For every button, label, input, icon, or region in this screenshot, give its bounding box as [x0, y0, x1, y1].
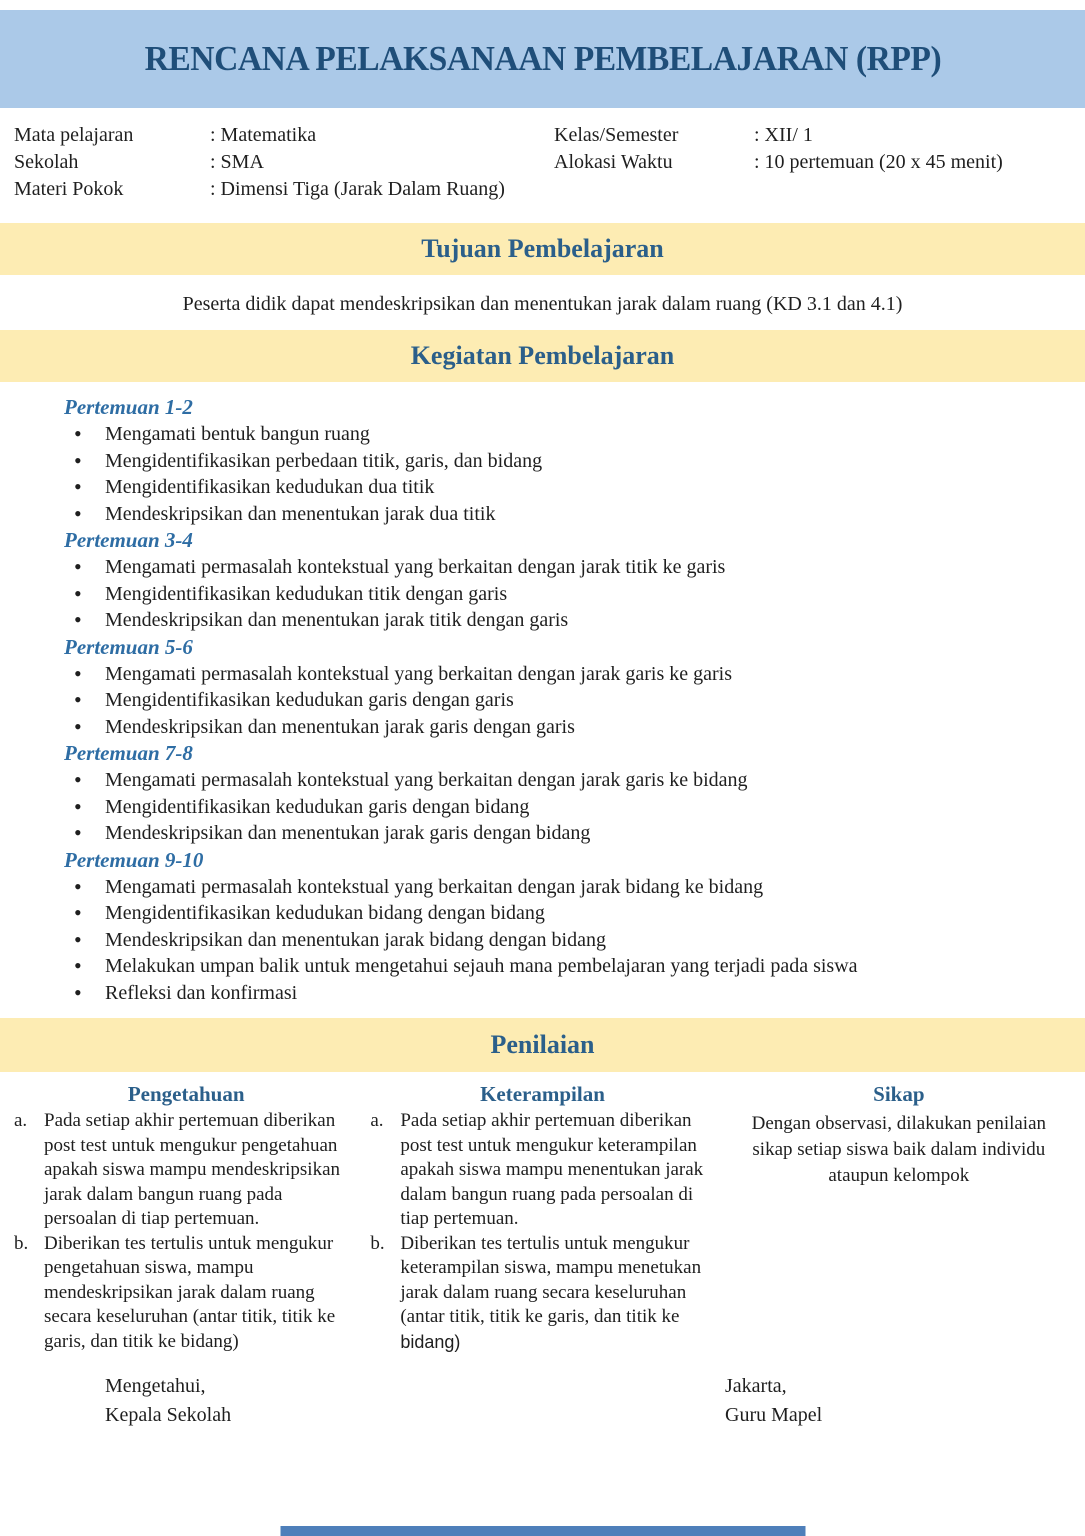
section-banner-penilaian [0, 1018, 1085, 1072]
meta-value: : 10 pertemuan (20 x 45 menit) [754, 151, 1003, 173]
penilaian-column-title: Keterampilan [480, 1082, 605, 1106]
meta-right-column [554, 122, 1071, 203]
meta-label: Sekolah [14, 151, 79, 173]
bottom-decoration-bar [280, 1526, 805, 1536]
signature-left-line1: Mengetahui, [105, 1375, 206, 1397]
activity-item: • Mengidentifikasikan kedudukan garis dengan bidang [64, 794, 1045, 821]
meta-value: : XII/ 1 [754, 124, 813, 146]
section-banner-kegiatan [0, 330, 1085, 382]
activity-item: • Mengamati permasalah kontekstual yang berkaitan dengan jarak garis ke bidang [64, 767, 1045, 794]
meeting-title: Pertemuan 3-4 [64, 528, 193, 552]
meta-row-materi-pokok [14, 176, 554, 203]
activity-item: • Mengamati bentuk bangun ruang [64, 421, 1045, 448]
penilaian-column-title: Pengetahuan [127, 1082, 245, 1106]
activity-item: • Mengidentifikasikan kedudukan bidang dengan bidang [64, 900, 1045, 927]
penilaian-paragraph: Dengan observasi, dilakukan penilaian sikap setiap siswa baik dalam individu ataupun kelompok [751, 1113, 1047, 1186]
activity-item: • Refleksi dan konfirmasi [64, 980, 1045, 1007]
section-banner-tujuan [0, 223, 1085, 275]
signature-left [105, 1372, 231, 1430]
meta-row-sekolah [14, 149, 554, 176]
tujuan-paragraph: Peserta didik dapat mendeskripsikan dan menentukan jarak dalam ruang (KD 3.1 dan 4.1) [182, 293, 903, 315]
penilaian-list-item [14, 1232, 358, 1355]
activity-item: • Melakukan umpan balik untuk mengetahui sejauh mana pembelajaran yang terjadi pada siswa [64, 953, 1045, 980]
signature-right-line2: Guru Mapel [725, 1404, 823, 1426]
penilaian-list-item [370, 1232, 714, 1356]
meta-left-column [14, 122, 554, 203]
meta-label: Materi Pokok [14, 178, 124, 200]
signature-right [725, 1372, 822, 1430]
activity-item: • Mengamati permasalah kontekstual yang berkaitan dengan jarak garis ke garis [64, 661, 1045, 688]
signature-right-line1: Jakarta, [725, 1375, 787, 1397]
meta-label: Mata pelajaran [14, 124, 134, 146]
activity-item: • Mendeskripsikan dan menentukan jarak garis dengan garis [64, 714, 1045, 741]
meta-label: Kelas/Semester [554, 124, 679, 146]
activity-item: • Mendeskripsikan dan menentukan jarak titik dengan garis [64, 607, 1045, 634]
activity-item: • Mendeskripsikan dan menentukan jarak dua titik [64, 501, 1045, 528]
meta-row-mata-pelajaran [14, 122, 554, 149]
section-heading-tujuan: Tujuan Pembelajaran [421, 234, 664, 263]
signature-left-line2: Kepala Sekolah [105, 1404, 232, 1426]
meta-row-kelas-semester [554, 122, 1071, 149]
document-title-banner [0, 10, 1085, 108]
meeting-activity-list [64, 554, 1045, 634]
activity-item: • Mendeskripsikan dan menentukan jarak garis dengan bidang [64, 820, 1045, 847]
activity-item: • Mendeskripsikan dan menentukan jarak bidang dengan bidang [64, 927, 1045, 954]
meeting-activity-list [64, 767, 1045, 847]
page-title: RENCANA PELAKSANAAN PEMBELAJARAN (RPP) [144, 39, 941, 78]
meeting-title: Pertemuan 1-2 [64, 395, 193, 419]
penilaian-item-text: Pada setiap akhir pertemuan diberikan post test untuk mengukur keterampilan apakah siswa mampu menentukan jarak dalam bangun ruang pada persoalan di tiap pertemuan. [400, 1110, 704, 1229]
meta-value: : Matematika [210, 124, 317, 146]
meeting-activity-list [64, 874, 1045, 1007]
meta-value: : Dimensi Tiga (Jarak Dalam Ruang) [210, 178, 505, 200]
meta-value: : SMA [210, 151, 264, 173]
activity-item: • Mengidentifikasikan kedudukan dua titik [64, 474, 1045, 501]
meeting-activity-list [64, 421, 1045, 527]
meeting-title: Pertemuan 7-8 [64, 741, 193, 765]
list-marker: b. [370, 1232, 385, 1254]
meeting-title: Pertemuan 5-6 [64, 634, 193, 659]
list-marker: a. [14, 1110, 28, 1131]
meta-row-alokasi-waktu [554, 149, 1071, 176]
meeting-title: Pertemuan 9-10 [64, 847, 204, 872]
penilaian-columns [0, 1072, 1085, 1355]
penilaian-item-text: Diberikan tes tertulis untuk mengukur keterampilan siswa, mampu menetukan jarak dalam ruang secara keseluruhan (antar titik, titik ke garis, dan titik ke bidang) [400, 1232, 702, 1352]
activity-item: • Mengidentifikasikan kedudukan titik dengan garis [64, 581, 1045, 608]
activity-item: • Mengamati permasalah kontekstual yang berkaitan dengan jarak bidang ke bidang [64, 874, 1045, 901]
penilaian-list-item [370, 1109, 714, 1232]
activity-item: • Mengidentifikasikan perbedaan titik, garis, dan bidang [64, 448, 1045, 475]
kegiatan-meetings [0, 382, 1085, 1006]
penilaian-item-text: Pada setiap akhir pertemuan diberikan post test untuk mengukur pengetahuan apakah siswa mampu mendeskripsikan jarak dalam bangun ruang pada persoalan di tiap pertemuan. [44, 1110, 341, 1229]
list-marker: b. [14, 1232, 29, 1254]
penilaian-column-keterampilan [370, 1082, 714, 1355]
section-heading-kegiatan: Kegiatan Pembelajaran [410, 341, 675, 370]
section-heading-penilaian: Penilaian [490, 1030, 595, 1059]
penilaian-column-sikap [727, 1082, 1071, 1355]
activity-item: • Mengamati permasalah kontekstual yang berkaitan dengan jarak titik ke garis [64, 554, 1045, 581]
meeting-activity-list [64, 661, 1045, 741]
document-meta [0, 108, 1085, 203]
penilaian-item-text: Diberikan tes tertulis untuk mengukur pengetahuan siswa, mampu mendeskripsikan jarak dalam ruang secara keseluruhan (antar titik, titik ke garis, dan titik ke bidang) [44, 1232, 336, 1352]
penilaian-item-text-suffix: bidang) [400, 1331, 461, 1352]
meta-label: Alokasi Waktu [554, 151, 673, 173]
activity-item: • Mengidentifikasikan kedudukan garis dengan garis [64, 687, 1045, 714]
penilaian-list-item [14, 1109, 358, 1232]
penilaian-column-pengetahuan [14, 1082, 358, 1355]
penilaian-column-title: Sikap [873, 1082, 925, 1106]
list-marker: a. [370, 1110, 384, 1131]
